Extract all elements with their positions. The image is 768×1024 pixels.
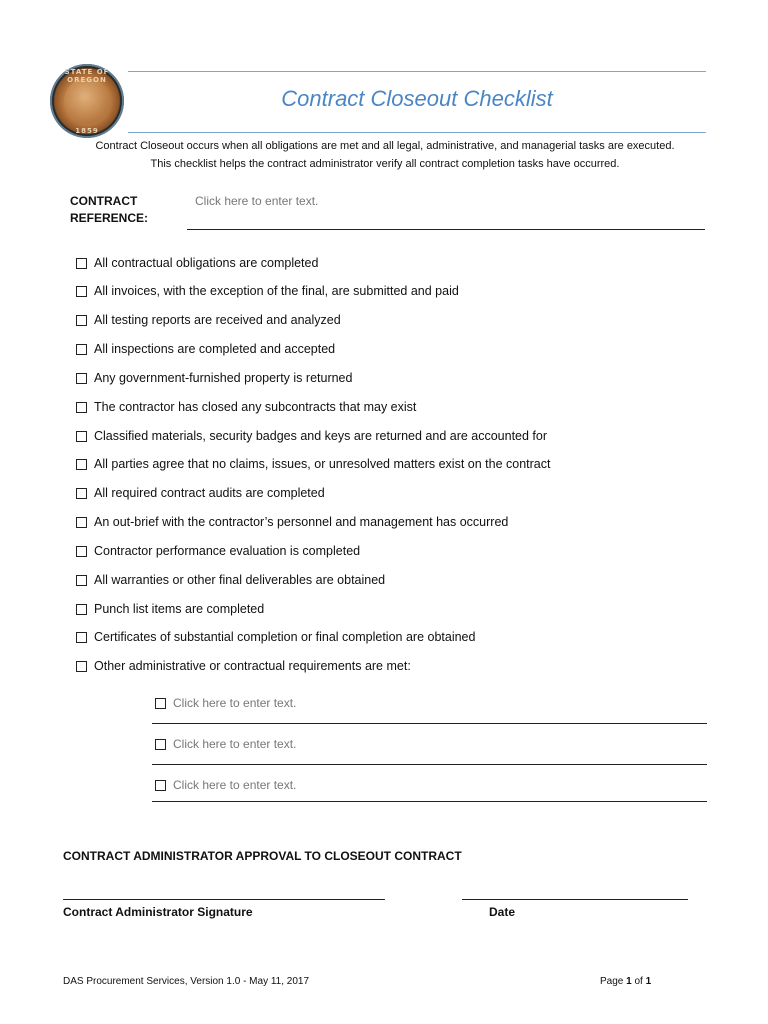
checklist-item[interactable] [76, 630, 475, 644]
checklist-item-label: All contractual obligations are completed [94, 256, 319, 270]
checklist-item-label: All inspections are completed and accepted [94, 342, 336, 356]
title-bottom-rule [128, 132, 706, 133]
checklist-item-label: Contractor performance evaluation is completed [94, 544, 361, 558]
signature-line[interactable] [63, 899, 385, 900]
other-entry[interactable] [155, 696, 296, 710]
footer-version: DAS Procurement Services, Version 1.0 - May 11, 2017 [63, 976, 310, 987]
checklist-item[interactable] [76, 429, 547, 443]
checkbox[interactable] [76, 258, 87, 269]
checkbox[interactable] [76, 373, 87, 384]
checkbox[interactable] [76, 632, 87, 643]
checkbox[interactable] [76, 575, 87, 586]
other-entry[interactable] [155, 778, 296, 792]
date-label: Date [489, 905, 516, 919]
footer-page-current: 1 [626, 976, 632, 987]
contract-reference-input[interactable]: Click here to enter text. [195, 194, 319, 208]
seal-top-text: STATE OF OREGON [64, 68, 110, 84]
checklist-item[interactable] [76, 544, 360, 558]
checklist-item[interactable] [76, 313, 341, 327]
checklist-item[interactable] [76, 256, 318, 270]
footer-page-total: 1 [645, 976, 652, 987]
checkbox[interactable] [76, 431, 87, 442]
checklist-item-label: All parties agree that no claims, issues, or unresolved matters exist on the contract [94, 457, 551, 471]
checkbox[interactable] [76, 402, 87, 413]
checkbox[interactable] [76, 604, 87, 615]
footer-page-number [600, 976, 651, 987]
contract-reference-underline [187, 229, 705, 230]
checkbox[interactable] [76, 344, 87, 355]
checklist-item[interactable] [76, 573, 385, 587]
checklist-item-label: Classified materials, security badges and keys are returned and are accounted for [94, 429, 548, 443]
intro-line-1: Contract Closeout occurs when all obligations are met and all legal, administrative, and managerial tasks are executed. [95, 140, 675, 152]
page-title: Contract Closeout Checklist [281, 86, 553, 111]
checkbox[interactable] [76, 517, 87, 528]
checkbox[interactable] [76, 661, 87, 672]
other-entry-underline [152, 801, 707, 802]
checklist-item[interactable] [76, 457, 550, 471]
checkbox[interactable] [155, 780, 166, 791]
footer-page-word: Page [600, 976, 624, 987]
intro-line-2: This checklist helps the contract administrator verify all contract completion tasks have occurred. [150, 158, 620, 170]
checklist-item-label: All warranties or other final deliverables are obtained [94, 573, 386, 587]
other-entry-input[interactable]: Click here to enter text. [173, 778, 297, 792]
other-entry-underline [152, 764, 707, 765]
checklist-item[interactable] [76, 659, 411, 673]
signature-label: Contract Administrator Signature [63, 905, 253, 919]
checklist-item-label: Other administrative or contractual requirements are met: [94, 659, 411, 673]
checklist-item[interactable] [76, 486, 325, 500]
seal-center [64, 78, 110, 124]
checklist-item-label: All testing reports are received and analyzed [94, 313, 341, 327]
other-entry-input[interactable]: Click here to enter text. [173, 696, 297, 710]
checklist-item-label: Punch list items are completed [94, 602, 265, 616]
title-top-rule [128, 71, 706, 72]
checklist-item[interactable] [76, 400, 416, 414]
other-entry[interactable] [155, 737, 296, 751]
other-entry-input[interactable]: Click here to enter text. [173, 737, 297, 751]
other-entry-underline [152, 723, 707, 724]
contract-reference-label-line2: REFERENCE: [70, 211, 149, 225]
checkbox[interactable] [76, 459, 87, 470]
checkbox[interactable] [76, 286, 87, 297]
checklist-item[interactable] [76, 602, 264, 616]
checklist-item-label: All invoices, with the exception of the final, are submitted and paid [94, 284, 459, 298]
footer-of-word: of [634, 976, 643, 987]
checkbox[interactable] [155, 739, 166, 750]
checklist-item-label: The contractor has closed any subcontracts that may exist [94, 400, 417, 414]
contract-reference-label-line1: CONTRACT [70, 194, 138, 208]
checkbox[interactable] [76, 546, 87, 557]
date-line[interactable] [462, 899, 688, 900]
checklist-item-label: All required contract audits are completed [94, 486, 325, 500]
checklist-item-label: Any government-furnished property is returned [94, 371, 353, 385]
checklist-item-label: An out-brief with the contractor’s personnel and management has occurred [94, 515, 509, 529]
checkbox[interactable] [155, 698, 166, 709]
oregon-state-seal-logo [50, 64, 124, 138]
checklist-item[interactable] [76, 371, 352, 385]
checkbox[interactable] [76, 315, 87, 326]
checklist-item[interactable] [76, 284, 459, 298]
seal-year: 1859 [75, 127, 99, 135]
checklist-item-label: Certificates of substantial completion or final completion are obtained [94, 630, 476, 644]
checkbox[interactable] [76, 488, 87, 499]
approval-heading: CONTRACT ADMINISTRATOR APPROVAL TO CLOSEOUT CONTRACT [63, 849, 462, 863]
checklist-item[interactable] [76, 515, 508, 529]
checklist-item[interactable] [76, 342, 335, 356]
contract-reference-label [70, 193, 148, 227]
